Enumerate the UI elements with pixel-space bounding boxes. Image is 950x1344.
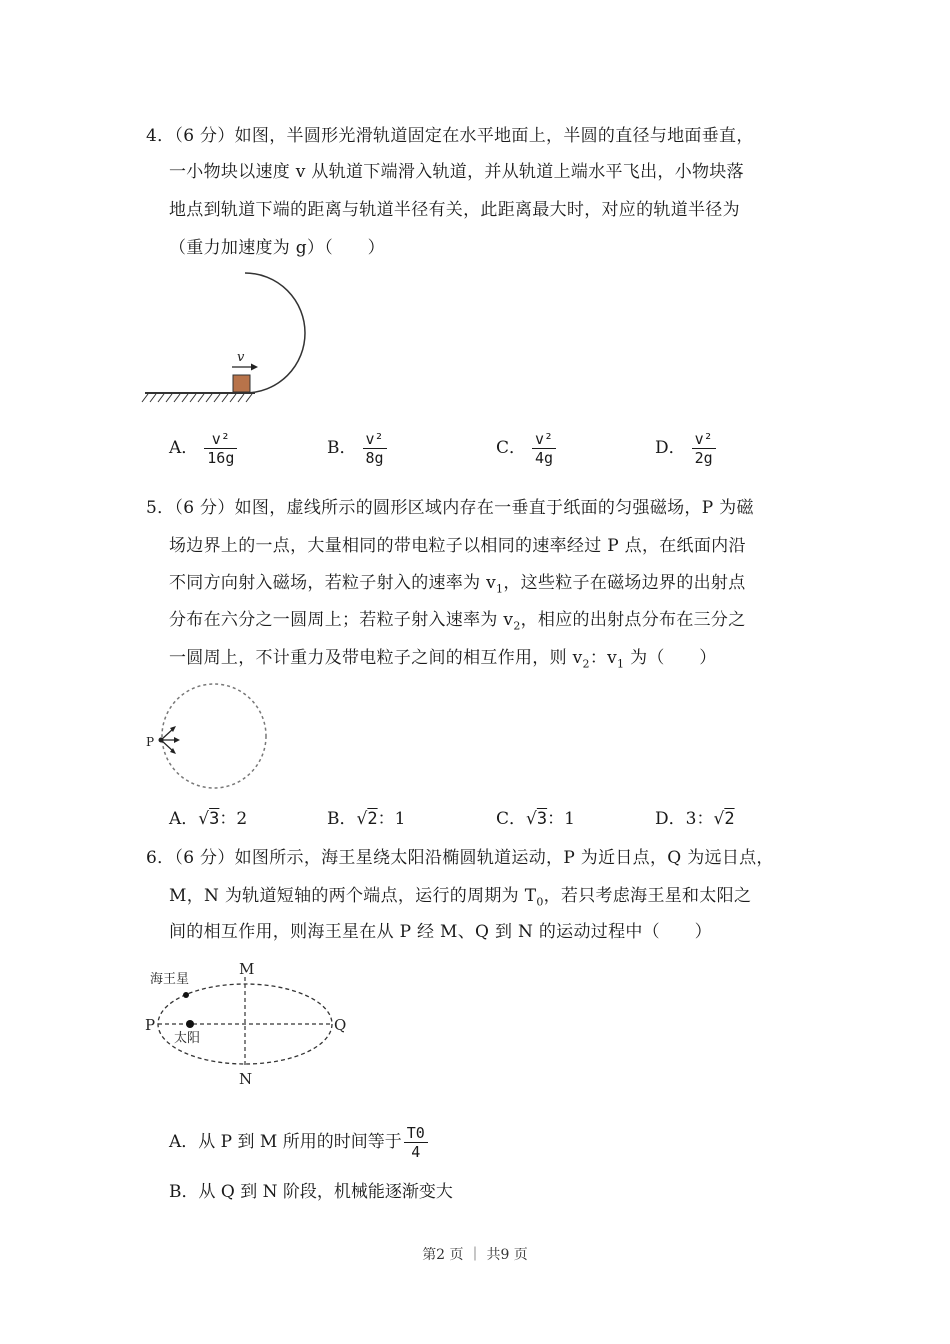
- q5-option-b[interactable]: B．√2：1: [327, 809, 406, 829]
- q5-line-5: 一圆周上，不计重力及带电粒子之间的相互作用，则 $v_2$：$v_1$ 为（ ）: [169, 648, 717, 671]
- q5-line-4: 分布在六分之一圆周上；若粒子射入速率为 $v_2$，相应的出射点分布在三分之: [169, 610, 746, 633]
- q6-label-n: N: [239, 1070, 253, 1088]
- q6-line-1: 6．（6 分）如图所示，海王星绕太阳沿椭圆轨道运动，P 为近日点，Q 为远日点，: [146, 848, 774, 868]
- q6-option-b[interactable]: B．从 Q 到 N 阶段，机械能逐渐变大: [169, 1182, 453, 1202]
- q5-figure-magnetic-field: [140, 680, 280, 790]
- q6-line-2: M，N 为轨道短轴的两个端点，运行的周期为 $T_0$，若只考虑海王星和太阳之: [169, 886, 752, 909]
- q6-line-3: 间的相互作用，则海王星在从 P 经 M、Q 到 N 的运动过程中（ ）: [169, 922, 712, 942]
- q4-option-d[interactable]: D． $\frac{\text{v²}}{2g}$: [655, 430, 716, 467]
- q6-label-q: Q: [334, 1016, 347, 1034]
- page-footer: 第2 页 ｜ 共9 页: [422, 1247, 528, 1263]
- q4-line-4: （重力加速度为 g）（ ）: [169, 238, 385, 258]
- q6-label-sun: 太阳: [174, 1031, 201, 1046]
- q5-line-3: 不同方向射入磁场，若粒子射入的速率为 $v_1$，这些粒子在磁场边界的出射点: [169, 573, 746, 596]
- q4-line-3: 地点到轨道下端的距离与轨道半径有关，此距离最大时，对应的轨道半径为: [169, 200, 740, 220]
- q5-point-p-label: P: [146, 735, 155, 749]
- q5-line-1: 5．（6 分）如图，虚线所示的圆形区域内存在一垂直于纸面的匀强磁场，P 为磁: [146, 498, 754, 518]
- q6-label-neptune: 海王星: [150, 972, 190, 987]
- q6-figure-orbit: [140, 955, 360, 1090]
- q4-option-b[interactable]: B． $\frac{\text{v²}}{8g}$: [327, 430, 387, 467]
- q6-label-p: P: [145, 1016, 156, 1034]
- q4-option-a[interactable]: A． $\frac{\text{v²}}{16g}$: [169, 430, 237, 467]
- q4-figure-track: [140, 268, 330, 408]
- q4-line-1: 4．（6 分）如图，半圆形光滑轨道固定在水平地面上，半圆的直径与地面垂直，: [146, 126, 754, 146]
- q6-label-m: M: [239, 960, 255, 978]
- q5-option-c[interactable]: C．√3：1: [496, 809, 575, 829]
- q6-option-a[interactable]: A．从 P 到 M 所用的时间等于 $\frac{T0}{4}$: [169, 1124, 428, 1161]
- q4-velocity-label: v: [237, 350, 245, 365]
- q4-option-c[interactable]: C． $\frac{\text{v²}}{4g}$: [496, 430, 556, 467]
- q5-option-a[interactable]: A．√3：2: [169, 809, 248, 829]
- q5-option-d[interactable]: D．3：√2: [655, 809, 735, 829]
- q5-line-2: 场边界上的一点，大量相同的带电粒子以相同的速率经过 P 点，在纸面内沿: [169, 536, 746, 556]
- q4-line-2: 一小物块以速度 v 从轨道下端滑入轨道，并从轨道上端水平飞出，小物块落: [169, 162, 744, 182]
